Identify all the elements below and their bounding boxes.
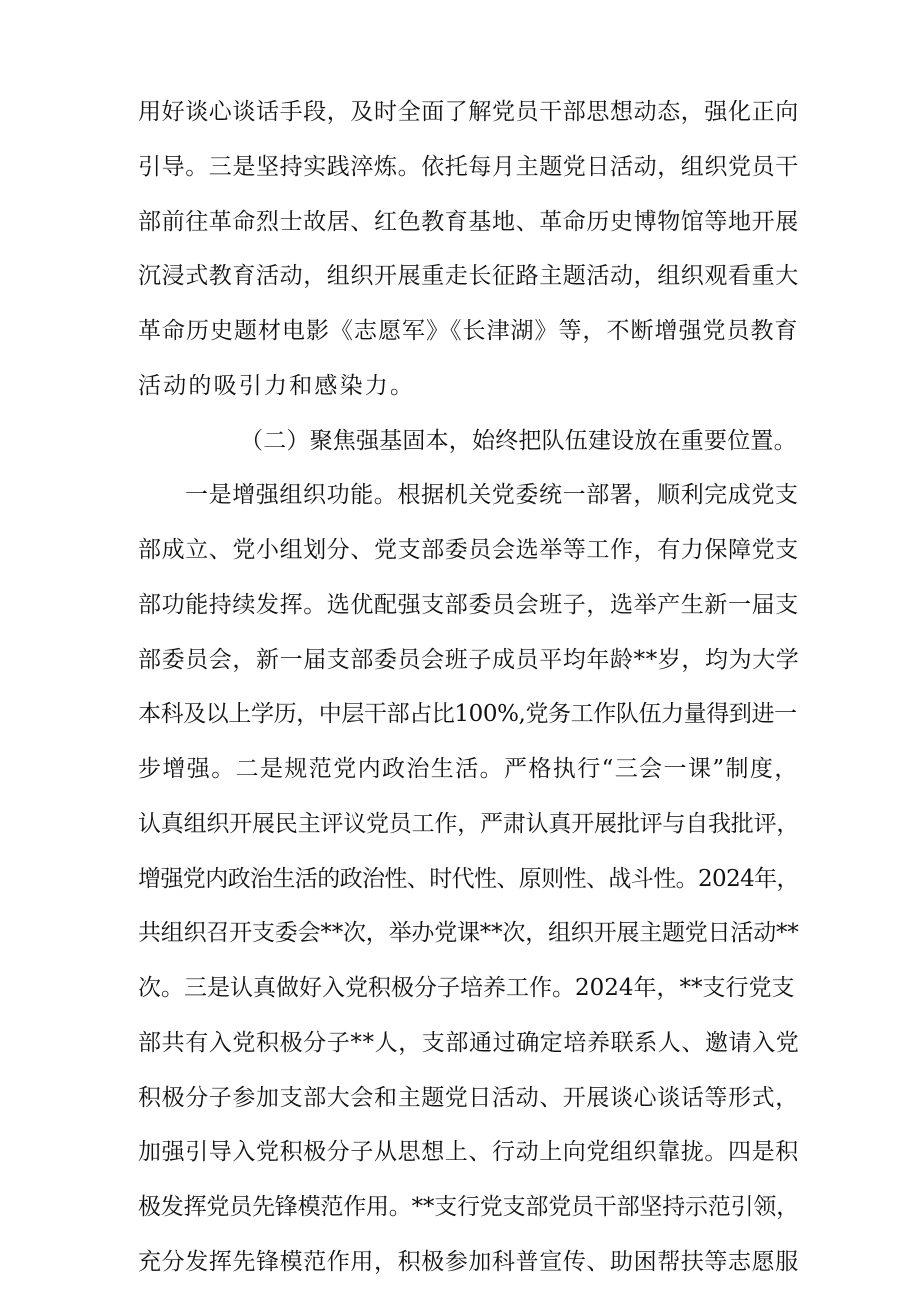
paragraph-first-line: 一是增强组织功能。根据机关党委统一部署，顺利完成党支: [185, 482, 799, 508]
text-line: 增强党内政治生活的政治性、时代性、原则性、战斗性。2024年，: [138, 866, 799, 892]
text-line: 沉浸式教育活动，组织开展重走长征路主题活动，组织观看重大: [138, 263, 799, 289]
section-heading: （二）聚焦强基固本，始终把队伍建设放在重要位置。: [240, 428, 797, 454]
text-line: 加强引导入党积极分子从思想上、行动上向党组织靠拢。四是积: [138, 1139, 799, 1165]
text-line: 部委员会，新一届支部委员会班子成员平均年龄**岁，均为大学: [138, 647, 800, 673]
text-line: 积极分子参加支部大会和主题党日活动、开展谈心谈话等形式，: [138, 1085, 799, 1111]
text-line: 引导。三是坚持实践淬炼。依托每月主题党日活动，组织党员干: [138, 154, 799, 180]
text-line: 本科及以上学历，中层干部占比100%,党务工作队伍力量得到进一: [138, 701, 797, 727]
text-line: 部共有入党积极分子**人，支部通过确定培养联系人、邀请入党: [138, 1030, 800, 1056]
text-line: 用好谈心谈话手段，及时全面了解党员干部思想动态，强化正向: [138, 99, 799, 125]
text-line: 充分发挥先锋模范作用，积极参加科普宣传、助困帮扶等志愿服: [138, 1249, 799, 1275]
text-line: 次。三是认真做好入党积极分子培养工作。2024年，**支行党支: [138, 975, 795, 1001]
text-line: 共组织召开支委会**次，举办党课**次，组织开展主题党日活动**: [138, 920, 799, 946]
text-line: 革命历史题材电影《志愿军》《长津湖》等，不断增强党员教育: [138, 318, 799, 344]
text-line: 认真组织开展民主评议党员工作，严肃认真开展批评与自我批评，: [138, 811, 800, 837]
text-line: 极发挥党员先锋模范作用。**支行党支部党员干部坚持示范引领，: [138, 1194, 800, 1220]
text-line: 部前往革命烈士故居、红色教育基地、革命历史博物馆等地开展: [138, 209, 799, 235]
text-line: 步增强。二是规范党内政治生活。严格执行“三会一课”制度，: [138, 756, 799, 782]
text-line: 部功能持续发挥。选优配强支部委员会班子，选举产生新一届支: [138, 592, 799, 618]
text-line: 活动的吸引力和感染力。: [138, 373, 416, 399]
text-line: 部成立、党小组划分、党支部委员会选举等工作，有力保障党支: [138, 537, 799, 563]
